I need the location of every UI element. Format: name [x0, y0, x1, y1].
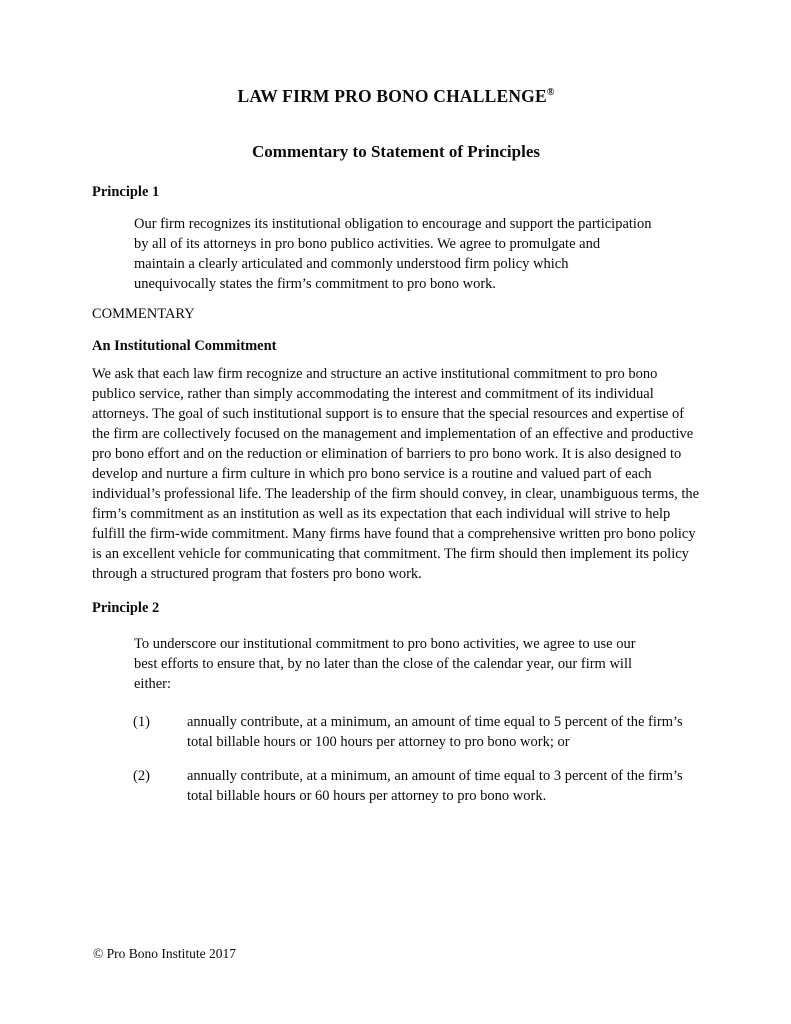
- list-item-1: [133, 712, 700, 752]
- principle-1-statement: Our firm recognizes its institutional obligation to encourage and support the participation by all of its attorneys in pro bono publico activities. We agree to promulgate and maintain a clearly articulated and commonly understood firm policy which unequivocally states the firm’s commitment to pro bono work.: [134, 216, 652, 292]
- document-title-text: LAW FIRM PRO BONO CHALLENGE: [237, 86, 547, 106]
- principle-1-heading: Principle 1: [92, 184, 160, 200]
- list-item-1-text: annually contribute, at a minimum, an amount of time equal to 5 percent of the firm’s total billable hours or 100 hours per attorney to pro bono work; or: [187, 714, 683, 750]
- list-item-2-text: annually contribute, at a minimum, an amount of time equal to 3 percent of the firm’s total billable hours or 60 hours per attorney to pro bono work.: [187, 768, 683, 804]
- document-title: [92, 86, 700, 106]
- principle-2-heading: Principle 2: [92, 600, 160, 616]
- list-item-2-number: (2): [133, 768, 150, 784]
- registered-trademark-symbol: ®: [546, 87, 555, 99]
- commentary-body-paragraph: We ask that each law firm recognize and structure an active institutional commitment to pro bono publico service, rather than simply accommodating the interest and commitment of its individual attorneys. The goal of such institutional support is to ensure that the special resources and expertise of the firm are collectively focused on the management and implementation of an effective and productive pro bono effort and on the reduction or elimination of barriers to pro bono work. It is also designed to develop and nurture a firm culture in which pro bono service is a routine and valued part of each individual’s professional life. The leadership of the firm should convey, in clear, unambiguous terms, the firm’s commitment as an institution as well as its expectation that each individual will strive to help fulfill the firm-wide commitment. Many firms have found that a comprehensive written pro bono policy is an excellent vehicle for communicating that commitment. The firm should then implement its policy through a structured program that fosters pro bono work.: [92, 366, 700, 582]
- principle-2-options-list: [92, 712, 700, 806]
- principle-2-statement: To underscore our institutional commitment to pro bono activities, we agree to use our best efforts to ensure that, by no later than the close of the calendar year, our firm will either:: [134, 636, 636, 692]
- copyright-notice: © Pro Bono Institute 2017: [93, 946, 237, 961]
- document-subtitle: Commentary to Statement of Principles: [252, 142, 540, 161]
- list-item-1-number: (1): [133, 714, 150, 730]
- list-item-2: [133, 766, 700, 806]
- commentary-heading: An Institutional Commitment: [92, 338, 277, 354]
- commentary-label: COMMENTARY: [92, 306, 195, 322]
